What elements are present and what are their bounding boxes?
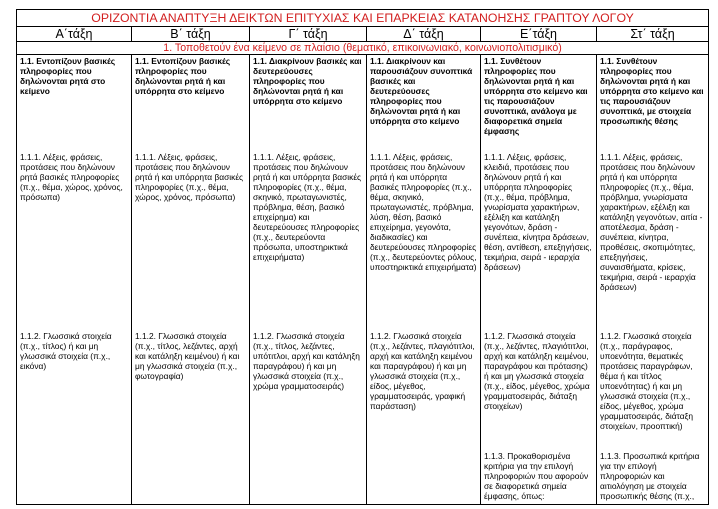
- main-objective: 1.1. Διακρίνουν βασικές και δευτερεύουσες πληροφορίες που δηλώνονται ρητά ή και υπόρρητα στο κείμενο: [253, 56, 362, 106]
- grade-column-e: [481, 55, 597, 505]
- indicator-1-1-2: 1.1.2. Γλωσσικά στοιχεία (π.χ., τίτλος, λεζάντες, υπότιτλοι, αρχή και κατάληξη παραγράφου) ή και μη γλωσσικά στοιχεία (π.χ., χρώμα γραμματοσειράς): [253, 331, 360, 391]
- grade-header-a: Α΄τάξη: [17, 27, 132, 42]
- indicator-1-1-2: 1.1.2. Γλωσσικά στοιχεία (π.χ., τίτλος, λεζάντες, αρχή και κατάληξη κειμένου) ή και μη γλωσσικά στοιχεία (π.χ., φωτογραφία): [135, 331, 240, 381]
- grade-column-d: [367, 55, 481, 505]
- indicator-1-1-2: 1.1.2. Γλωσσικά στοιχεία (π.χ., λεζάντες, πλαγιότιτλοι, αρχή και κατάληξη κειμένου και παραγράφου) ή και μη γλωσσικά στοιχεία (π.χ., είδος, μέγεθος, γραμματοσειράς, γραφική παράσταση): [370, 331, 475, 411]
- indicator-1-1-2: 1.1.2. Γλωσσικά στοιχεία (π.χ., παράγραφος, υποενότητα, θεματικές προτάσεις παραγράφων, θέμα ή και τίτλος υποενότητας) ή και μη γλωσσικά στοιχεία (π.χ., είδος, μέγεθος, χρώμα γραμματοσειράς, διάταξη στοιχείων, προοπτική): [600, 331, 693, 431]
- indicator-1-1-1: 1.1.1. Λέξεις, φράσεις, προτάσεις που δηλώνουν ρητά ή και υπόρρητα πληροφορίες (π.χ., θέμα, πρόβλημα, γνωρίσματα χαρακτήρων, εξέλιξη και κατάληξη γεγονότων, αιτία - αποτέλεσμα, δράση - συνέπεια, κίνητρα, προθέσεις, σκοπιμότητες, επεξηγήσεις, συναισθήματα, κρίσεις, τεκμήρια, σειρά - ιεραρχία δράσεων): [600, 152, 703, 292]
- content-row: [17, 55, 709, 505]
- table-title: ΟΡΙΖΟΝΤΙΑ ΑΝΑΠΤΥΞΗ ΔΕΙΚΤΩΝ ΕΠΙΤΥΧΙΑΣ ΚΑΙ ΕΠΑΡΚΕΙΑΣ ΚΑΤΑΝΟΗΣΗΣ ΓΡΑΠΤΟΥ ΛΟΓΟΥ: [17, 10, 709, 27]
- grade-header-st: Στ΄ τάξη: [597, 27, 709, 42]
- grade-header-row: [17, 27, 709, 42]
- grade-column-b: [132, 55, 250, 505]
- indicator-1-1-1: 1.1.1. Λέξεις, φράσεις, προτάσεις που δηλώνουν ρητά ή και υπόρρητα βασικές πληροφορίες (π.χ., θέμα, σκηνικό, πρωταγωνιστές, πρόβλημα, θέση, βασικό επιχείρημα) και δευτερεύουσες πληροφορίες (π.χ., δευτερεύοντα πρόσωπα, υποστηρικτικά επιχειρήματα): [253, 152, 362, 262]
- indicator-1-1-1: 1.1.1. Λέξεις, φράσεις, προτάσεις που δηλώνουν ρητά ή και υπόρρητα βασικές πληροφορίες (π.χ., θέμα, σκηνικό, πρωταγωνιστές, πρόβλημα, λύση, θέση, βασικό επιχείρημα, γεγονότα, διαδικασίες) και δευτερεύουσες πληροφορίες (π.χ., δευτερεύοντες ρόλους, υποστηρικτικά επιχειρήματα): [370, 152, 477, 272]
- indicators-table: [16, 9, 709, 505]
- indicator-1-1-1: 1.1.1. Λέξεις, φράσεις, προτάσεις που δηλώνουν ρητά ή και υπόρρητα βασικές πληροφορίες (π.χ., θέμα, χώρος, χρόνος, πρόσωπα): [135, 152, 244, 202]
- grade-header-c: Γ΄ τάξη: [250, 27, 367, 42]
- indicator-1-1-3: 1.1.3. Προκαθορισμένα κριτήρια για την επιλογή πληροφοριών που αφορούν σε διαφορετικά σημεία έμφασης, όπως:: [484, 451, 589, 501]
- main-objective: 1.1. Εντοπίζουν βασικές πληροφορίες που δηλώνονται ρητά στο κείμενο: [20, 56, 116, 96]
- main-objective: 1.1. Εντοπίζουν βασικές πληροφορίες που δηλώνονται ρητά ή και υπόρρητα στο κείμενο: [135, 56, 231, 96]
- grade-header-b: Β΄ τάξη: [132, 27, 250, 42]
- indicator-1-1-1: 1.1.1. Λέξεις, φράσεις, κλειδιά, προτάσεις που δηλώνουν ρητά ή και υπόρρητα πληροφορίες (π.χ., θέμα, πρόβλημα, γνωρίσματα χαρακτήρων, εξέλιξη και κατάληξη γεγονότων, δράση - συνέπεια, κίνητρα δράσεων, θέση, αντίθεση, επεξηγήσεις, τεκμήρια, σειρά - ιεραρχία δράσεων): [484, 152, 592, 272]
- main-objective: 1.1. Συνθέτουν πληροφορίες που δηλώνονται ρητά ή και υπόρρητα στο κείμενο και τις παρουσιάζουν συνοπτικά, ανάλογα με διαφορετικά σημεία έμφασης: [484, 56, 588, 136]
- main-objective: 1.1. Συνθέτουν πληροφορίες που δηλώνονται ρητά ή και υπόρρητα στο κείμενο και τις παρουσιάζουν συνοπτικά, με στοιχεία προσωπικής θέσης: [600, 56, 704, 126]
- indicator-1-1-3: 1.1.3. Προσωπικά κριτήρια για την επιλογή πληροφοριών και αιτιολόγηση με στοιχεία προσωπικής θέσης (π.χ.,: [600, 451, 700, 501]
- grade-column-a: [17, 55, 132, 505]
- main-objective: 1.1. Διακρίνουν και παρουσιάζουν συνοπτικά βασικές και δευτερεύουσες πληροφορίες που δηλώνονται ρητά ή και υπόρρητα στο κείμενο: [370, 56, 473, 126]
- indicator-1-1-2: 1.1.2. Γλωσσικά στοιχεία (π.χ., λεζάντες, πλαγιότιτλοι, αρχή και κατάληξη κειμένου, παραγράφου και πρότασης) ή και μη γλωσσικά στοιχεία (π.χ., είδος, μέγεθος, χρώμα γραμματοσειράς, διάταξη στοιχείων): [484, 331, 590, 411]
- indicator-1-1-1: 1.1.1. Λέξεις, φράσεις, προτάσεις που δηλώνουν ρητά βασικές πληροφορίες (π.χ., θέμα, χώρος, χρόνος, πρόσωπα): [20, 152, 123, 202]
- indicator-1-1-2: 1.1.2. Γλωσσικά στοιχεία (π.χ., τίτλος) ή και μη γλωσσικά στοιχεία (π.χ., εικόνα): [20, 331, 112, 371]
- grade-column-st: [597, 55, 709, 505]
- grade-header-d: Δ΄ τάξη: [367, 27, 481, 42]
- grade-header-e: Ε΄τάξη: [481, 27, 597, 42]
- section-heading: 1. Τοποθετούν ένα κείμενο σε πλαίσιο (θεματικό, επικοινωνιακό, κοινωνιοπολιτισμικό): [17, 42, 709, 55]
- grade-column-c: [250, 55, 367, 505]
